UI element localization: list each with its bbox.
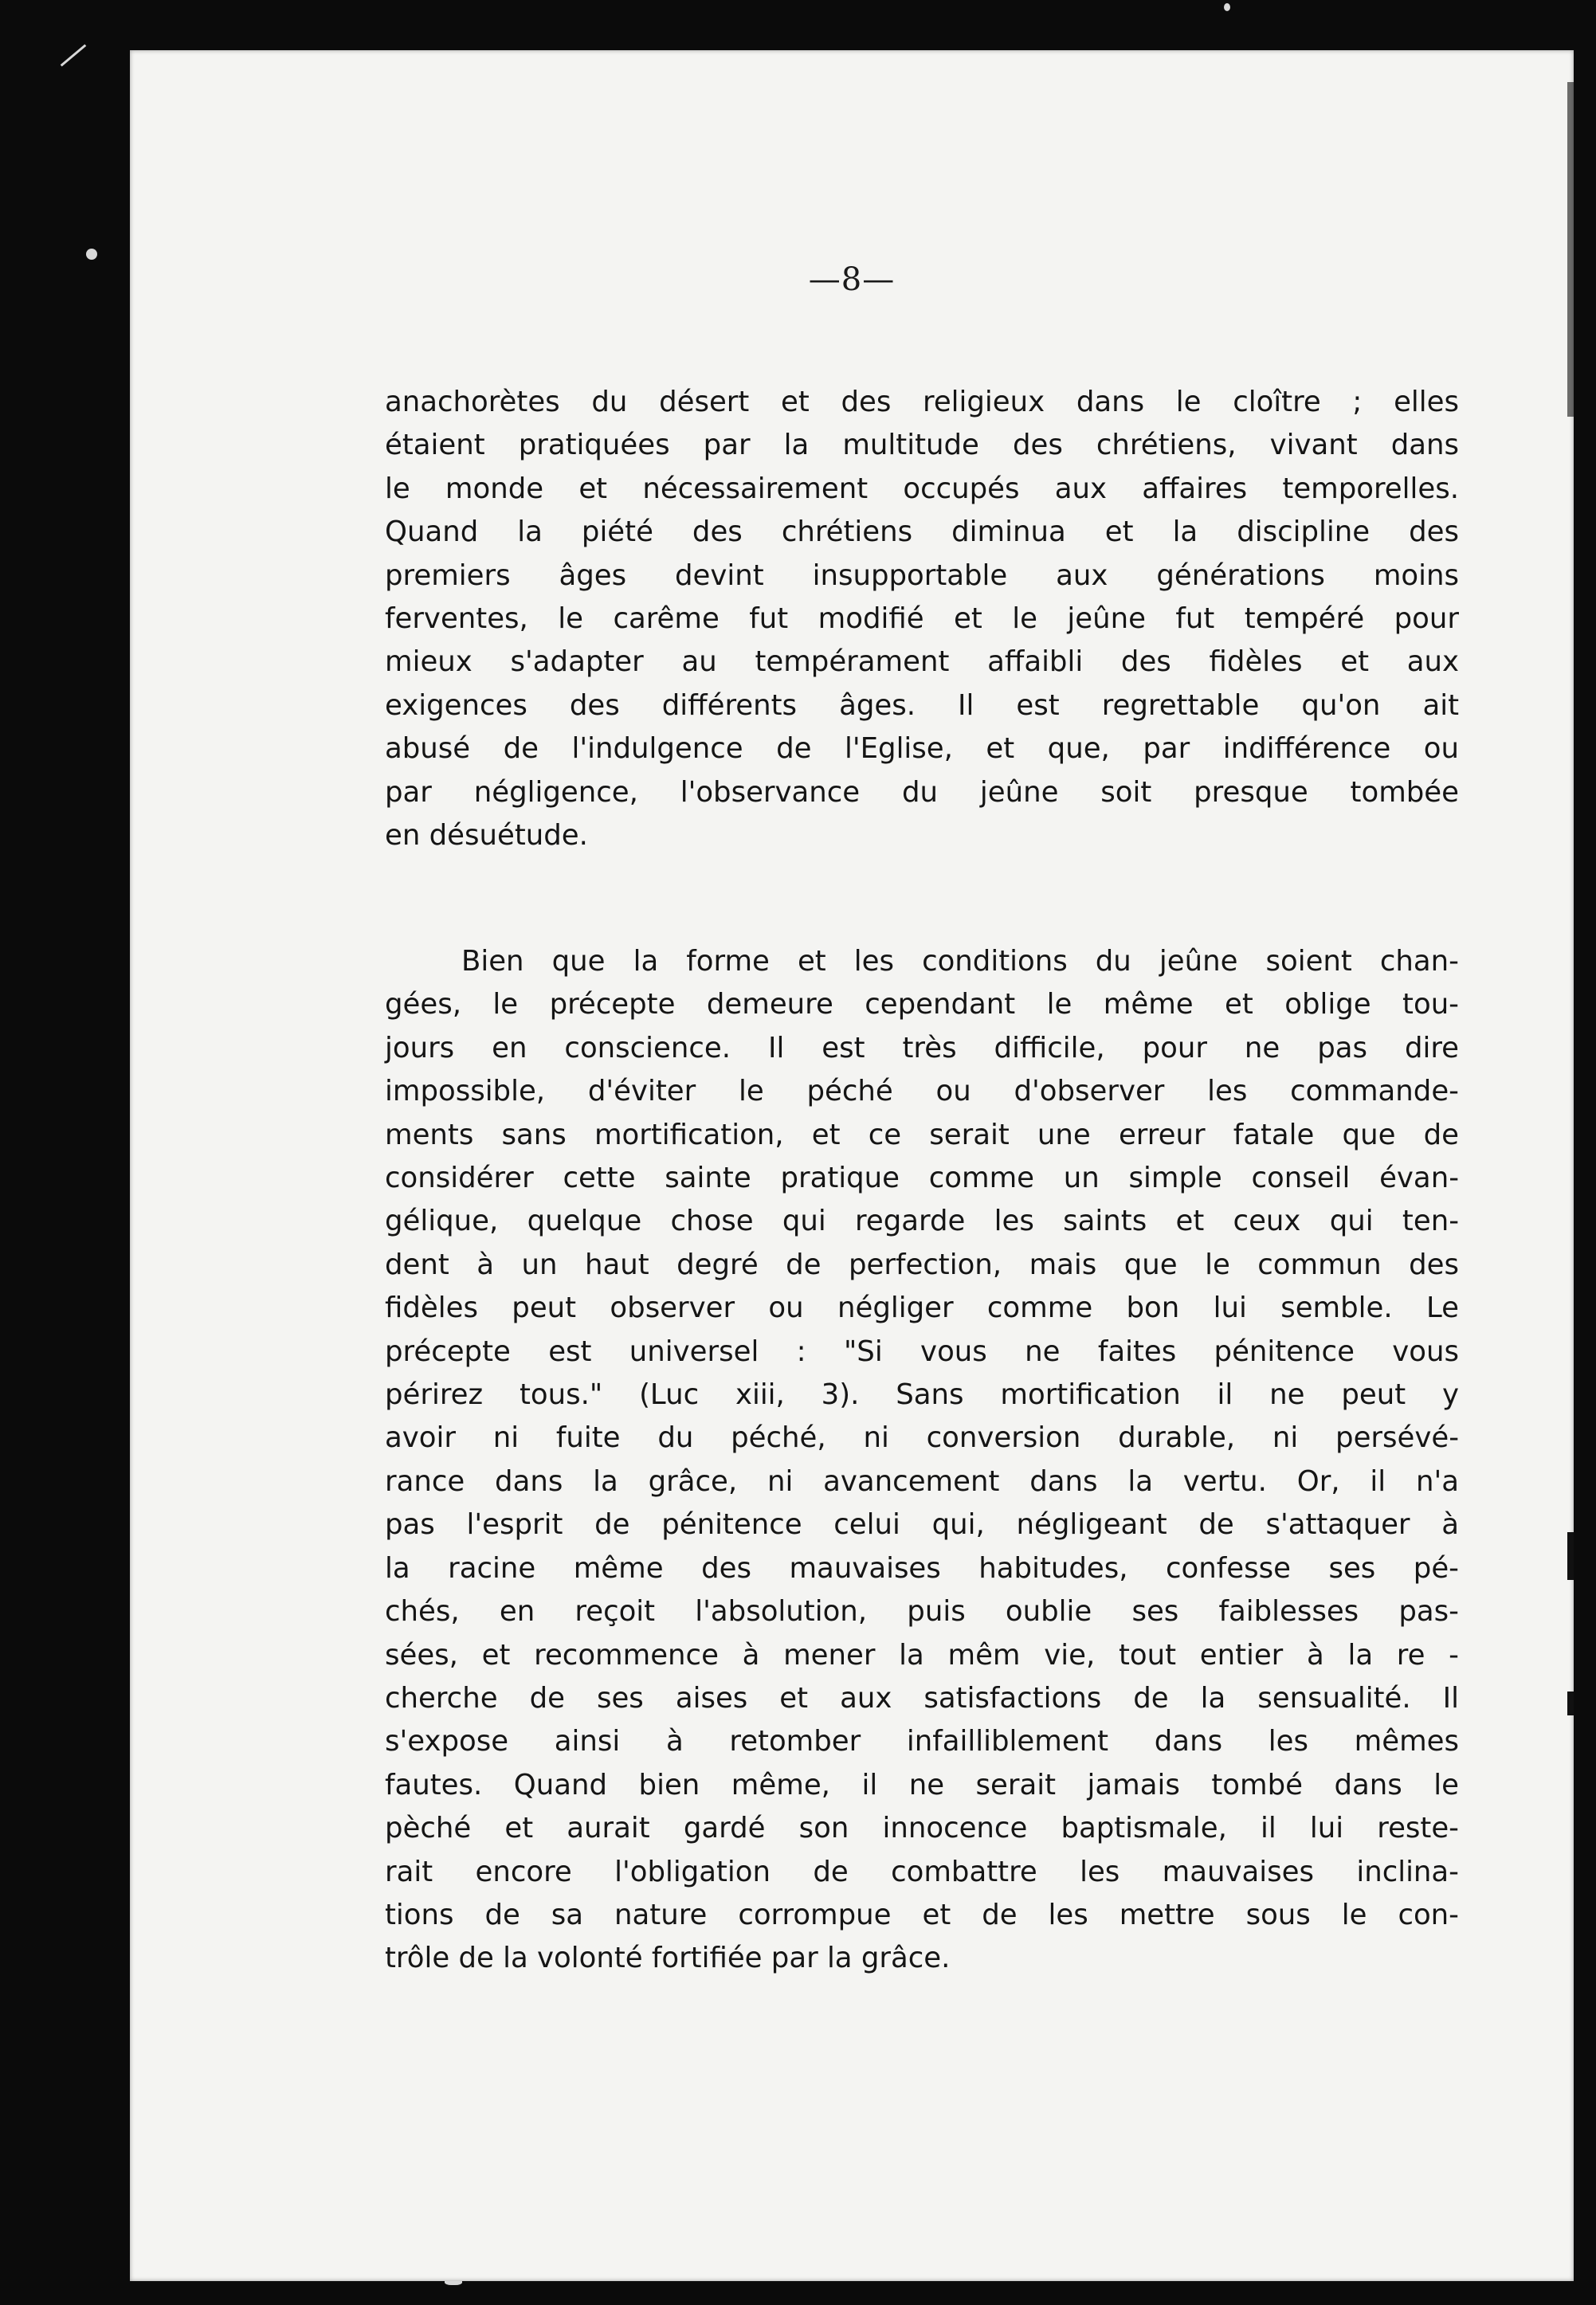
text-line: jours en conscience. Il est très difficile, pour ne pas dire	[385, 1031, 1459, 1064]
text-line: gélique, quelque chose qui regarde les saints et ceux qui ten-	[385, 1205, 1459, 1238]
text-line: exigences des différents âges. Il est regrettable qu'on ait	[385, 688, 1459, 722]
scan-artifact	[61, 44, 87, 66]
scan-artifact	[86, 249, 97, 260]
text-line: Bien que la forme et les conditions du jeûne soient chan-	[461, 945, 1459, 978]
text-line: périrez tous." (Luc xiii, 3). Sans mortification il ne peut y	[385, 1378, 1459, 1412]
text-line: abusé de l'indulgence de l'Eglise, et que, par indifférence ou	[385, 732, 1459, 766]
page-number: —8—	[808, 261, 896, 298]
book-page	[130, 50, 1574, 2281]
text-line: par négligence, l'observance du jeûne soit presque tombée	[385, 775, 1459, 809]
text-line: chés, en reçoit l'absolution, puis oublie ses faiblesses pas-	[385, 1595, 1459, 1629]
edge-mark	[1567, 1532, 1574, 1580]
text-line: Quand la piété des chrétiens diminua et la discipline des	[385, 515, 1459, 549]
text-line: avoir ni fuite du péché, ni conversion durable, ni persévé-	[385, 1421, 1459, 1455]
edge-mark	[1567, 1692, 1574, 1715]
text-line: étaient pratiquées par la multitude des chrétiens, vivant dans	[385, 429, 1459, 462]
text-line: gées, le précepte demeure cependant le même et oblige tou-	[385, 988, 1459, 1021]
text-line: ments sans mortification, et ce serait une erreur fatale que de	[385, 1118, 1459, 1151]
text-line: tions de sa nature corrompue et de les mettre sous le con-	[385, 1898, 1459, 1931]
text-line: rance dans la grâce, ni avancement dans la vertu. Or, il n'a	[385, 1464, 1459, 1498]
scan-artifact	[1224, 3, 1230, 11]
text-line: premiers âges devint insupportable aux générations moins	[385, 559, 1459, 592]
text-line: pas l'esprit de pénitence celui qui, négligeant de s'attaquer à	[385, 1508, 1459, 1542]
text-line: fidèles peut observer ou négliger comme bon lui semble. Le	[385, 1292, 1459, 1325]
text-line: sées, et recommence à mener la mêm vie, tout entier à la re -	[385, 1638, 1459, 1672]
text-line: ferventes, le carême fut modifié et le jeûne fut tempéré pour	[385, 602, 1459, 636]
text-line: trôle de la volonté fortifiée par la grâce.	[385, 1942, 951, 1975]
text-line: précepte est universel : "Si vous ne faites pénitence vous	[385, 1335, 1459, 1368]
edge-mark	[1567, 82, 1574, 417]
text-line: impossible, d'éviter le péché ou d'observer les commande-	[385, 1075, 1459, 1108]
text-line: en désuétude.	[385, 819, 588, 853]
paragraph-1	[385, 381, 1459, 857]
paragraph-2	[385, 940, 1459, 1981]
text-line: mieux s'adapter au tempérament affaibli des fidèles et aux	[385, 645, 1459, 679]
text-line: cherche de ses aises et aux satisfactions de la sensualité. Il	[385, 1681, 1459, 1715]
text-line: fautes. Quand bien même, il ne serait jamais tombé dans le	[385, 1768, 1459, 1801]
text-line: rait encore l'obligation de combattre les mauvaises inclina-	[385, 1855, 1459, 1888]
text-line: dent à un haut degré de perfection, mais que le commun des	[385, 1248, 1459, 1281]
text-line: le monde et nécessairement occupés aux affaires temporelles.	[385, 472, 1459, 505]
text-line: pèché et aurait gardé son innocence baptismale, il lui reste-	[385, 1812, 1459, 1845]
text-line: s'expose ainsi à retomber infailliblement dans les mêmes	[385, 1725, 1459, 1758]
text-line: considérer cette sainte pratique comme un simple conseil évan-	[385, 1162, 1459, 1195]
text-line: anachorètes du désert et des religieux dans le cloître ; elles	[385, 386, 1459, 418]
text-line: la racine même des mauvaises habitudes, confesse ses pé-	[385, 1551, 1459, 1585]
